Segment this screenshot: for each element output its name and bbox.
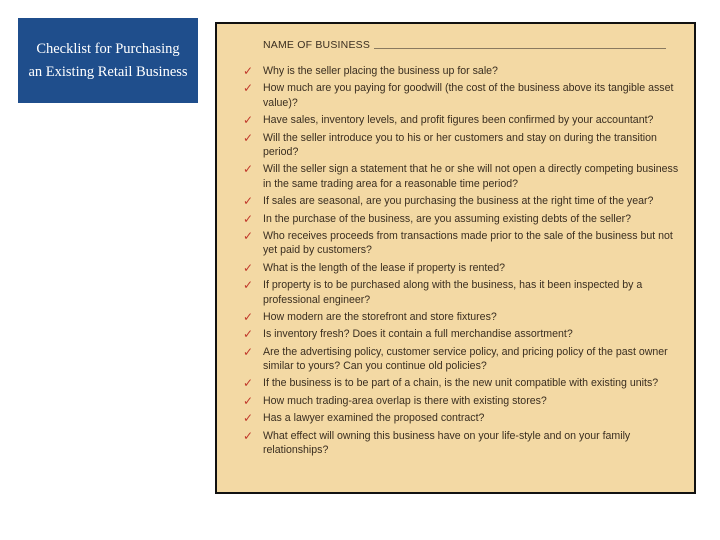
business-name-blank-line	[374, 48, 666, 49]
check-mark-icon: ✓	[243, 113, 254, 128]
check-mark-icon: ✓	[243, 428, 254, 443]
checklist-item-text: If property is to be purchased along with the business, has it been inspected by a professional engineer?	[263, 279, 643, 306]
checklist-item-text: Are the advertising policy, customer service policy, and pricing policy of the past owner similar to yours? Can you continue old policies?	[263, 345, 668, 373]
checklist-items	[243, 64, 684, 460]
checklist-item	[243, 278, 684, 307]
checklist-item	[243, 113, 684, 128]
check-mark-icon: ✓	[243, 278, 254, 293]
checklist-item	[243, 411, 684, 426]
checklist-item-text: How much are you paying for goodwill (the cost of the business above its tangible asset value)?	[263, 82, 674, 109]
checklist-item	[243, 345, 684, 374]
check-mark-icon: ✓	[243, 81, 254, 96]
checklist-item	[243, 131, 684, 160]
checklist-item	[243, 162, 684, 191]
checklist-panel	[215, 22, 696, 494]
business-name-header	[263, 39, 666, 51]
check-mark-icon: ✓	[243, 228, 254, 243]
checklist-item	[243, 310, 684, 325]
checklist-item-text: In the purchase of the business, are you assuming existing debts of the seller?	[263, 212, 632, 225]
checklist-item-text: Is inventory fresh? Does it contain a full merchandise assortment?	[263, 328, 573, 341]
checklist-item-text: How modern are the storefront and store fixtures?	[263, 310, 497, 323]
checklist-item	[243, 194, 684, 209]
checklist-item-text: Who receives proceeds from transactions made prior to the sale of the business but not yet paid by customers?	[263, 229, 673, 257]
checklist-item-text: How much trading-area overlap is there with existing stores?	[263, 394, 547, 407]
checklist-item	[243, 429, 684, 458]
checklist-item	[243, 261, 684, 276]
check-mark-icon: ✓	[243, 393, 254, 408]
check-mark-icon: ✓	[243, 309, 254, 324]
check-mark-icon: ✓	[243, 162, 254, 177]
check-mark-icon: ✓	[243, 64, 254, 78]
checklist-item-text: Why is the seller placing the business up for sale?	[263, 65, 498, 77]
check-mark-icon: ✓	[243, 194, 254, 209]
checklist-item	[243, 376, 684, 391]
checklist-item-text: Will the seller introduce you to his or her customers and stay on during the transition period?	[263, 131, 657, 159]
checklist-item-text: What is the length of the lease if property is rented?	[263, 261, 506, 274]
check-mark-icon: ✓	[243, 327, 254, 342]
slide-title-box	[18, 18, 198, 103]
checklist-item	[243, 64, 684, 79]
checklist-item-text: Has a lawyer examined the proposed contract?	[263, 412, 485, 425]
check-mark-icon: ✓	[243, 130, 254, 145]
checklist-item	[243, 81, 684, 110]
checklist-item	[243, 327, 684, 342]
checklist-item-text: Will the seller sign a statement that he or she will not open a directly competing business in the same trading area for a reasonable time period?	[263, 163, 679, 190]
checklist-item	[243, 212, 684, 227]
checklist-item-text: Have sales, inventory levels, and profit figures been confirmed by your accountant?	[263, 114, 654, 127]
checklist-item	[243, 394, 684, 409]
business-name-label: NAME OF BUSINESS	[263, 39, 371, 51]
check-mark-icon: ✓	[243, 211, 254, 226]
slide-title: Checklist for Purchasing an Existing Retail Business	[28, 40, 188, 80]
checklist-item-text: What effect will owning this business have on your life-style and on your family relationships?	[263, 429, 631, 456]
check-mark-icon: ✓	[243, 260, 254, 275]
checklist-item	[243, 229, 684, 258]
checklist-item-text: If sales are seasonal, are you purchasing the business at the right time of the year?	[263, 195, 654, 208]
check-mark-icon: ✓	[243, 344, 254, 359]
check-mark-icon: ✓	[243, 376, 254, 391]
check-mark-icon: ✓	[243, 411, 254, 426]
checklist-item-text: If the business is to be part of a chain, is the new unit compatible with existing units?	[263, 377, 659, 390]
